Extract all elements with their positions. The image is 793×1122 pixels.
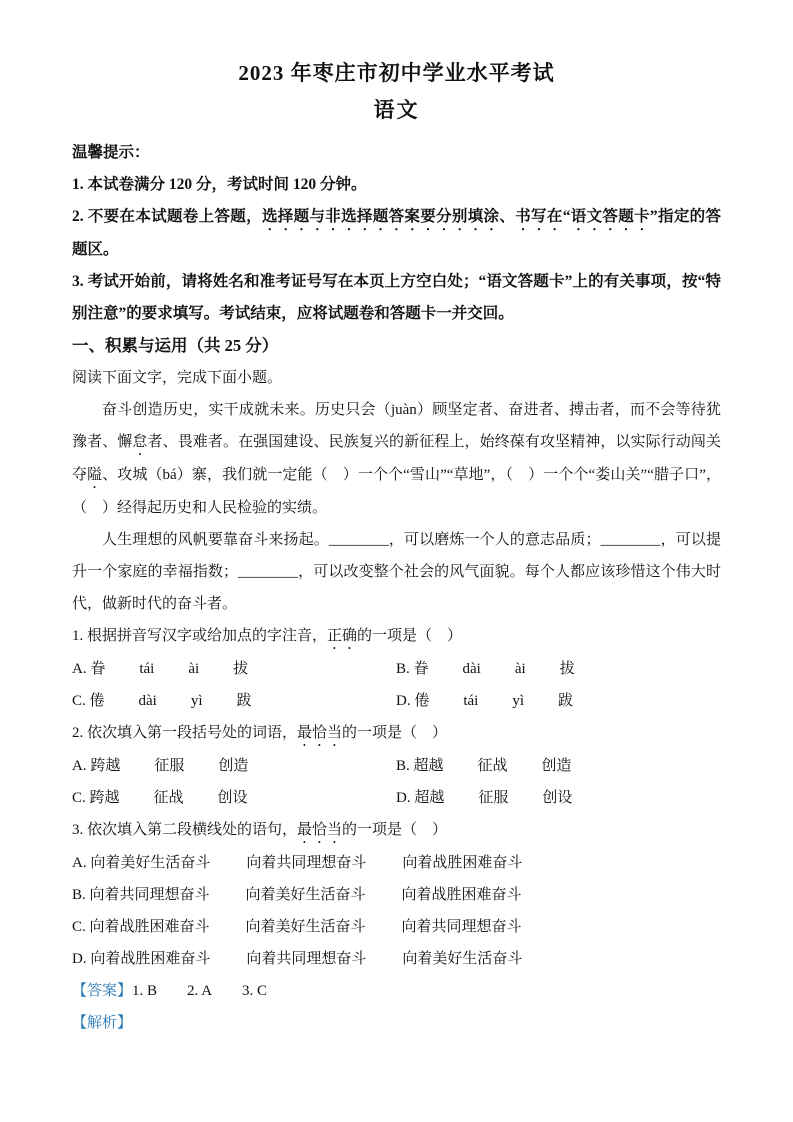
option-label: A. 向着美好生活奋斗 [72,855,211,871]
text-segment: 人生理想的风帆要靠奋斗来扬起。________，可以磨炼一个人的意志品质；________，可以提升一个家庭的幸福指数；________，可以改变整个社会的风气面貌。每个人都应该珍惜这个伟大时代，做新时代的奋斗者。 [72,532,721,612]
option-part: 向着美好生活奋斗 [245,919,366,935]
text-segment: 温馨提示： [72,144,150,161]
option-label: C. 跨越 [72,790,120,806]
option-part: 向着共同理想奋斗 [401,919,522,935]
answers-line [72,975,721,1007]
text-segment: 2. 不要在本试题卷上答题， [72,208,262,225]
option-part: ài [188,661,200,677]
q1-options-row-cd [72,685,721,717]
exam-body [72,137,721,1039]
reading-instruction [72,362,721,394]
option-part: 跋 [236,693,252,709]
option-part: 创设 [542,790,573,806]
q3-option-d [72,943,721,975]
option-part: 创造 [541,758,572,774]
option [396,782,720,814]
option-part: 向着战胜困难奋斗 [402,855,523,871]
option [72,919,522,935]
option-part: tái [463,693,479,709]
option-part: 创设 [217,790,248,806]
option-label: B. 向着共同理想奋斗 [72,887,210,903]
option-part: dài [138,693,157,709]
text-segment: 1. 本试卷满分 120 分，考试时间 120 分钟。 [72,176,367,193]
q3-option-b [72,879,721,911]
option-label: B. 眷 [396,661,429,677]
option-label: C. 向着战胜困难奋斗 [72,919,210,935]
option [72,951,522,967]
passage-paragraph-1 [72,394,721,524]
q2-options-row-cd [72,782,721,814]
option-part: 征服 [478,790,509,806]
option [72,750,396,782]
option-part: 征战 [153,790,184,806]
option-label: D. 向着战胜困难奋斗 [72,951,211,967]
text-segment: 阅读下面文字，完成下面小题。 [72,370,283,386]
exam-subject: 语文 [373,98,420,122]
option [396,750,720,782]
analysis-line [72,1007,721,1039]
text-segment: 的一项是（ ） [342,822,448,838]
option-label: D. 超越 [396,790,445,806]
passage-paragraph-2 [72,524,721,620]
option-part: tái [139,661,155,677]
text-segment: 1. 根据拼音写汉字或给加点的字注音， [72,628,328,644]
option [72,887,522,903]
option-label: A. 眷 [72,661,106,677]
emphasized-text: 最恰当 [297,725,343,741]
notice-item-2 [72,201,721,266]
section-heading [72,330,721,362]
notice-item-1 [72,169,721,201]
option-part: 跋 [558,693,574,709]
option [396,653,720,685]
option-part: 向着共同理想奋斗 [246,855,367,871]
option [72,855,522,871]
option-label: D. 倦 [396,693,430,709]
q1-options-row-ab [72,653,721,685]
notice-item-3 [72,266,721,330]
text-segment: 的一项是（ ） [357,628,463,644]
option-part: yì [190,693,203,709]
text-segment: 2. 依次填入第一段括号处的词语， [72,725,298,741]
option-part: yì [512,693,525,709]
option [72,685,396,717]
q3-option-c [72,911,721,943]
analysis-tag: 【解析】 [72,1015,133,1031]
q2-options-row-ab [72,750,721,782]
exam-title: 2023 年枣庄市初中学业水平考试 [238,61,555,85]
emphasized-text: 正确 [327,628,358,644]
option-label: B. 超越 [396,758,444,774]
option-part: 征服 [154,758,185,774]
emphasized-text: 隘 [87,467,103,483]
emphasized-text: 选择题与非选择题答案要分别填涂、书写在“语文答题卡” [261,208,658,225]
option-part: 拔 [559,661,575,677]
option-part: 征战 [477,758,508,774]
text-segment: 的一项是（ ） [342,725,448,741]
option-label: A. 跨越 [72,758,121,774]
answer-q3: 3. C [242,983,268,999]
question-2-stem [72,717,721,750]
option-part: 向着战胜困难奋斗 [401,887,522,903]
option-part: 向着美好生活奋斗 [402,951,523,967]
answer-tag: 【答案】 [72,983,133,999]
option-part: dài [462,661,481,677]
option [72,782,396,814]
option-part: 拔 [233,661,249,677]
option-part: ài [514,661,526,677]
text-segment: 指定的答题区。 [72,208,721,258]
text-segment: 奋斗创造历史，实干成就未来。历史只会（juàn）顾坚定者、奋进者、搏击者，而不会等待犹豫者、懈 [72,402,721,450]
option-label: C. 倦 [72,693,105,709]
text-segment: 、攻城（bá）寨，我们就一定能（ ）一个个“雪山”“草地”，（ ）一个个“娄山关”“腊子口”，（ ）经得起历史和人民检验的实绩。 [72,467,721,516]
text-segment: 者、畏难者。在强国建设、民族复兴的新征程上，始终葆有攻坚精神，以实际行动闯关夺 [72,434,721,483]
text-segment: 一、积累与运用（共 25 分） [72,336,279,355]
q3-option-a [72,847,721,879]
option [72,653,396,685]
emphasized-text: 怠 [132,434,148,450]
option-part: 向着共同理想奋斗 [246,951,367,967]
answer-q2: 2. A [187,983,213,999]
answer-q1: 1. B [132,983,158,999]
emphasized-text: 最恰当 [297,822,343,838]
text-segment: 3. 考试开始前，请将姓名和准考证号写在本页上方空白处；“语文答题卡”上的有关事项，按“特别注意”的要求填写。考试结束，应将试题卷和答题卡一并交回。 [72,273,721,322]
notice-heading [72,137,721,169]
question-1-stem [72,620,721,653]
question-3-stem [72,814,721,847]
option [396,685,720,717]
text-segment: 3. 依次填入第二段横线处的语句， [72,822,298,838]
option-part: 创造 [218,758,249,774]
option-part: 向着美好生活奋斗 [245,887,366,903]
